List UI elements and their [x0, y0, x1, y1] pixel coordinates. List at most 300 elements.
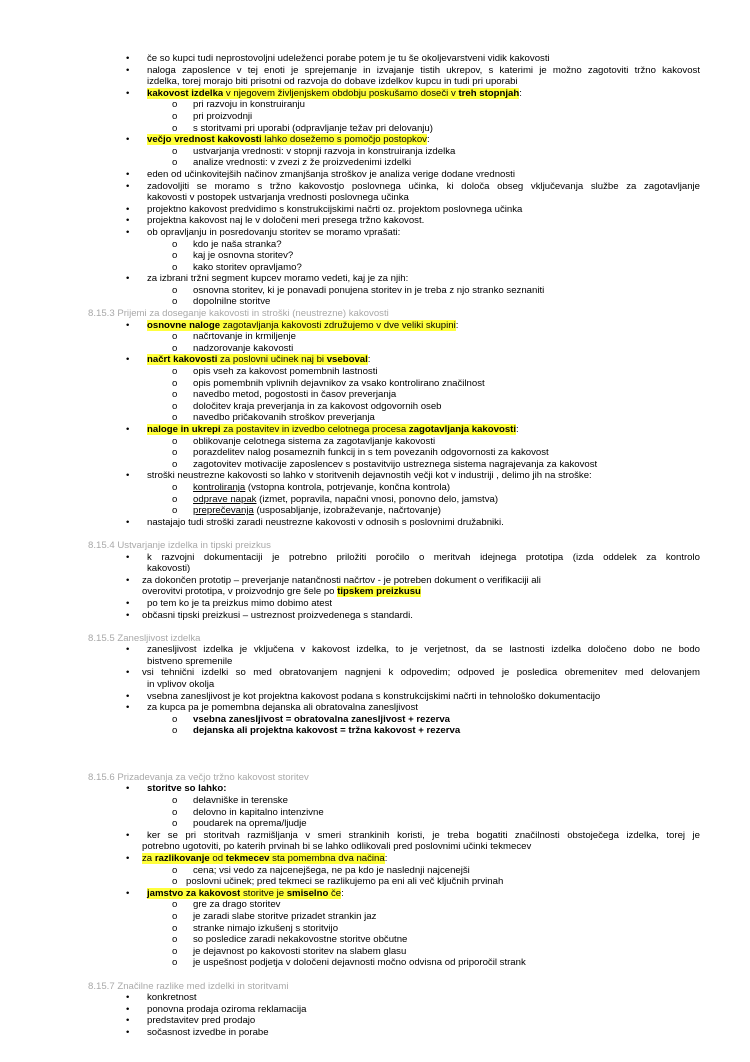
sub-bullet-icon: o — [172, 910, 178, 922]
list-item-text — [193, 250, 293, 262]
text-line — [0, 134, 750, 146]
text-line — [0, 818, 750, 830]
continuation-text — [147, 76, 518, 88]
text-run: sočasnost izvedbe in porabe — [147, 1026, 269, 1038]
list-item-text — [193, 714, 450, 726]
list-item-text — [147, 354, 370, 366]
text-run: je uspešnost podjetja v določeni dejavnosti močno odvisna od priporočil strank — [193, 957, 526, 969]
text-line — [0, 88, 750, 100]
document-body — [0, 53, 750, 1038]
sub-bullet-icon: o — [172, 922, 178, 934]
text-line — [0, 447, 750, 459]
bold-text: osnovne naloge — [147, 319, 221, 331]
text-run: stranke nimajo izkušenj s storitvijo — [193, 922, 339, 934]
text-run: poudarek na oprema/ljudje — [193, 818, 307, 830]
continuation-text — [147, 563, 190, 575]
sub-bullet-icon: o — [172, 899, 178, 911]
text-line — [0, 876, 750, 888]
list-item-text — [193, 934, 407, 946]
text-line — [0, 320, 750, 332]
list-item-text — [142, 667, 700, 679]
text-run: delavniške in terenske — [193, 795, 288, 806]
bullet-icon: • — [126, 887, 130, 899]
section-heading — [88, 540, 271, 552]
bullet-icon: • — [126, 424, 130, 435]
sub-bullet-icon: o — [172, 458, 178, 470]
text-run: bistveno spremenile — [147, 655, 233, 667]
bold-text: smiselno — [286, 887, 329, 899]
text-run: če — [328, 887, 342, 899]
text-line — [0, 204, 750, 216]
bullet-icon: • — [126, 609, 130, 621]
text-line — [0, 296, 750, 308]
text-run: pri proizvodnji — [193, 110, 253, 122]
section-heading-line — [0, 308, 750, 320]
list-item-text — [147, 1004, 306, 1016]
bold-text: razlikovanje — [154, 852, 210, 864]
text-run: po tem ko je ta preizkus mimo dobimo atest — [147, 597, 333, 609]
list-item-text — [193, 343, 293, 355]
text-line — [0, 830, 750, 842]
text-run: lahko dosežemo s pomočjo postopkov — [261, 134, 427, 146]
text-line — [0, 691, 750, 703]
bullet-icon: • — [126, 702, 130, 714]
bullet-icon: • — [126, 87, 130, 99]
text-run: za — [142, 852, 155, 864]
text-line — [0, 227, 750, 239]
list-item-text — [193, 111, 252, 123]
bullet-icon: • — [126, 273, 130, 285]
text-line — [0, 389, 750, 401]
sub-bullet-icon: o — [172, 284, 178, 296]
text-line — [0, 888, 750, 900]
text-run: občasni tipski preizkusi – ustreznost proizvedenega s standardi. — [142, 609, 413, 621]
list-item-text — [147, 227, 400, 239]
text-line — [0, 1015, 750, 1027]
text-run: poslovni učinek; pred tekmeci se razlikujemo pa eni ali več ključnih prvinah — [186, 876, 504, 888]
text-line — [0, 899, 750, 911]
text-run: : — [367, 354, 371, 366]
text-line — [0, 378, 750, 390]
bullet-icon: • — [126, 574, 130, 586]
text-line — [0, 1004, 750, 1016]
text-run: izdelka, torej morajo biti prisotni od razvoja do dobave izdelkov kupcu in tudi pri uporabi — [147, 76, 518, 88]
sub-bullet-icon: o — [172, 99, 178, 111]
text-run: predstavitev pred prodajo — [147, 1015, 256, 1027]
bold-text: treh stopnjah — [458, 87, 520, 99]
text-run: analize vrednosti: v zvezi z že proizvedenimi izdelki — [193, 157, 412, 169]
bullet-icon: • — [126, 551, 130, 563]
text-run: s storitvami pri uporabi (odpravljanje težav pri delovanju) — [193, 122, 433, 134]
text-run: : — [384, 852, 388, 864]
list-item-text — [142, 610, 413, 622]
sub-bullet-icon: o — [172, 725, 178, 737]
text-run: navedbo pričakovanih stroškov preverjanja — [193, 412, 375, 424]
text-line — [0, 575, 750, 587]
list-item-text — [147, 1015, 255, 1027]
text-line — [0, 285, 750, 297]
text-line — [0, 239, 750, 251]
sub-bullet-icon: o — [172, 945, 178, 957]
text-run: so posledice zaradi nekakovostne storitve občutne — [193, 934, 408, 946]
text-line — [0, 401, 750, 413]
list-item-text — [193, 239, 282, 251]
text-line — [0, 807, 750, 819]
list-item-text — [193, 436, 435, 448]
bullet-icon: • — [126, 226, 130, 238]
list-item-text — [193, 412, 375, 424]
text-line — [0, 99, 750, 111]
text-run: za izbrani tržni segment kupcev moramo vedeti, kaj je za njih: — [147, 273, 409, 285]
text-line — [0, 563, 750, 575]
text-run: porazdelitev nalog posameznih funkcij in s tem povezanih odgovornosti za kakovost — [193, 447, 549, 459]
bullet-icon: • — [126, 597, 130, 609]
bullet-icon: • — [126, 667, 130, 679]
text-run: 8.15.3 Prijemi za doseganje kakovosti in stroški (neustrezne) kakovosti — [88, 308, 389, 320]
list-item-text — [147, 88, 522, 100]
text-line — [0, 923, 750, 935]
text-run: je zaradi slabe storitve prizadet strankin jaz — [193, 910, 377, 922]
text-run: (vstopna kontrola, potrjevanje, končna kontrola) — [245, 481, 451, 493]
text-run: dopolnilne storitve — [193, 296, 271, 308]
text-run: : — [341, 887, 344, 899]
text-run: projektno kakovost predvidimo s konstrukcijskimi načrti oz. projektom poslovnega učinka — [147, 203, 523, 215]
bullet-icon: • — [126, 134, 130, 146]
list-item-text — [193, 957, 526, 969]
bullet-icon: • — [126, 470, 130, 482]
list-item-text — [193, 262, 302, 274]
text-run: za dokončen prototip – preverjanje natančnosti načrtov - je potreben dokument o verifikaciji ali — [142, 574, 541, 586]
continuation-text — [147, 679, 214, 691]
bullet-icon: • — [126, 354, 130, 366]
text-run: kako storitev opravljamo? — [193, 261, 302, 273]
list-item-text — [193, 296, 270, 308]
text-run: nastajajo tudi stroški zaradi neustrezne kakovosti v odnosih s poslovnimi družabniki. — [147, 516, 504, 528]
list-item-text — [147, 204, 522, 216]
sub-bullet-icon: o — [172, 250, 178, 262]
continuation-text — [142, 841, 531, 853]
text-line — [0, 123, 750, 135]
list-item-text — [147, 888, 344, 900]
text-line — [0, 76, 750, 88]
text-line — [0, 714, 750, 726]
bullet-icon: • — [126, 644, 130, 656]
section-heading-line — [0, 540, 750, 552]
bold-text: kakovost izdelka — [147, 87, 224, 99]
text-run: za kupca pa je pomembna dejanska ali obratovalna zanesljivost — [147, 702, 418, 714]
sub-bullet-icon: o — [172, 145, 178, 157]
list-item-text — [193, 459, 597, 471]
list-item-text — [147, 552, 700, 564]
text-line — [0, 957, 750, 969]
bullet-icon: • — [126, 319, 130, 331]
underlined-text: preprečevanja — [193, 505, 254, 517]
text-run: za poslovni učinek naj bi — [217, 354, 327, 366]
list-item-text — [142, 575, 541, 587]
text-line — [0, 436, 750, 448]
section-heading — [88, 981, 289, 993]
sub-bullet-icon: o — [172, 412, 178, 424]
sub-bullet-icon: o — [172, 876, 178, 888]
text-line — [0, 459, 750, 471]
text-run: opis pomembnih vplivnih dejavnikov za vsako kontrolirano značilnost — [193, 377, 485, 389]
text-line — [0, 215, 750, 227]
bold-text: zagotavljanja kakovosti — [408, 424, 517, 435]
section-heading — [88, 633, 201, 645]
underlined-text: kontroliranja — [193, 481, 246, 493]
text-line — [0, 146, 750, 158]
list-item-text — [193, 865, 470, 877]
sub-bullet-icon: o — [172, 110, 178, 122]
text-line — [0, 273, 750, 285]
list-item-text — [193, 946, 406, 958]
text-line — [0, 992, 750, 1004]
text-run: opis vseh za kakovost pomembnih lastnosti — [193, 366, 378, 378]
text-run: delovno in kapitalno intenzivne — [193, 806, 324, 818]
bullet-icon: • — [126, 690, 130, 702]
sub-bullet-icon: o — [172, 505, 178, 517]
blank-line — [0, 749, 750, 761]
text-run: ob opravljanju in posredovanju storitev se moramo vprašati: — [147, 226, 401, 238]
text-run: in vplivov okolja — [147, 679, 215, 691]
list-item-text — [142, 853, 387, 865]
text-line — [0, 250, 750, 262]
text-run: kdo je naša stranka? — [193, 238, 282, 250]
list-item-text — [193, 331, 296, 343]
sub-bullet-icon: o — [172, 342, 178, 354]
section-heading-line — [0, 981, 750, 993]
sub-bullet-icon: o — [172, 493, 178, 505]
list-item-text — [147, 53, 550, 65]
sub-bullet-icon: o — [172, 713, 178, 725]
text-run: overovitvi prototipa, v proizvodnjo gre šele po — [142, 586, 338, 598]
list-item-text — [147, 273, 408, 285]
bold-text: večjo vrednost kakovosti — [147, 134, 262, 146]
list-item-text — [147, 65, 700, 77]
list-item-text — [147, 702, 418, 714]
text-run: je dejavnost po kakovosti storitev na slabem glasu — [193, 945, 407, 957]
text-line — [0, 157, 750, 169]
text-line — [0, 505, 750, 517]
bullet-icon: • — [126, 1003, 130, 1015]
text-line — [0, 934, 750, 946]
text-line — [0, 586, 750, 598]
text-run: 8.15.7 Značilne razlike med izdelki in storitvami — [88, 980, 289, 992]
list-item-text — [186, 876, 503, 888]
text-run: 8.15.4 Ustvarjanje izdelka in tipski preizkus — [88, 539, 271, 551]
sub-bullet-icon: o — [172, 447, 178, 459]
text-run: za postavitev in izvedbo celotnega procesa — [220, 424, 409, 435]
continuation-text — [147, 192, 409, 204]
list-item-text — [193, 899, 280, 911]
text-run: gre za drago storitev — [193, 899, 281, 911]
text-line — [0, 331, 750, 343]
text-run: : — [426, 134, 430, 146]
list-item-text — [147, 691, 600, 703]
text-run: kaj je osnovna storitev? — [193, 250, 294, 262]
blank-line — [0, 969, 750, 981]
text-run: projektna kakovost naj le v določeni meri presega tržno kakovost. — [147, 215, 425, 227]
list-item-text — [193, 795, 288, 807]
bullet-icon: • — [126, 215, 130, 227]
sub-bullet-icon: o — [172, 157, 178, 169]
text-run: od — [209, 852, 226, 864]
list-item-text — [193, 818, 307, 830]
text-run: stroški neustrezne kakovosti so lahko v storitvenih dejavnostih večji kot v industriji , delimo jih na stroške: — [147, 470, 592, 482]
blank-line — [0, 621, 750, 633]
bold-text: jamstvo za kakovost — [147, 887, 241, 899]
text-run: ponovna prodaja oziroma reklamacija — [147, 1003, 307, 1015]
text-line — [0, 354, 750, 366]
list-item-text — [147, 830, 700, 842]
bold-text: dejanska ali projektna kakovost = tržna kakovost + rezerva — [193, 725, 461, 737]
list-item-text — [147, 320, 458, 332]
list-item-text — [193, 389, 396, 401]
text-line — [0, 598, 750, 610]
text-run: eden od učinkovitejših načinov zmanjšanja stroškov je analiza verige dodane vrednosti — [147, 168, 515, 180]
section-heading — [88, 308, 389, 320]
sub-bullet-icon: o — [172, 806, 178, 818]
sub-bullet-icon: o — [172, 122, 178, 134]
list-item-text — [193, 366, 378, 378]
bullet-icon: • — [126, 168, 130, 180]
text-run: kakovosti v postopek ustvarjanja vrednosti poslovnega učinka — [147, 192, 409, 204]
text-line — [0, 667, 750, 679]
sub-bullet-icon: o — [172, 377, 178, 389]
list-item-text — [193, 285, 544, 297]
underlined-text: odprave napak — [193, 493, 257, 505]
list-item-text — [193, 725, 460, 737]
blank-line — [0, 528, 750, 540]
text-run: naloga zaposlence v tej enoti je sprejemanje in izvajanje tistih ukrepov, s katerimi je možno zagotoviti tržno kakovost — [147, 64, 700, 76]
text-run: storitve je — [240, 887, 287, 899]
text-run: k razvojni dokumentaciji je potrebno priložiti poročilo o meritvah idejnega prototipa (izda oddelek za kontrolo — [147, 551, 700, 563]
text-run: v njegovem življenjskem obdobju poskušamo doseči v — [223, 87, 459, 99]
bullet-icon: • — [126, 1026, 130, 1038]
list-item-text — [147, 169, 515, 181]
sub-bullet-icon: o — [172, 389, 178, 401]
bullet-icon: • — [126, 829, 130, 841]
text-run: če so kupci tudi neprostovoljni udeleženci porabe potem je tu še okoljevarstveni vidik kakovosti — [147, 53, 550, 64]
sub-bullet-icon: o — [172, 366, 178, 378]
list-item-text — [147, 783, 226, 795]
sub-bullet-icon: o — [172, 934, 178, 946]
list-item-text — [193, 146, 455, 158]
sub-bullet-icon: o — [172, 435, 178, 447]
bold-text: vsebna zanesljivost = obratovalna zanesljivost + rezerva — [193, 713, 451, 725]
text-run: (usposabljanje, izobraževanje, načrtovanje) — [253, 505, 441, 517]
text-line — [0, 343, 750, 355]
text-run: cena; vsi vedo za najcenejšega, ne pa kdo je naslednji najcenejši — [193, 864, 470, 876]
sub-bullet-icon: o — [172, 864, 178, 876]
bullet-icon: • — [126, 516, 130, 528]
text-run: vsi tehnični izdelki so med obratovanjem nagnjeni k odpovedim; odpoved je posledica obremenitev med delovanjem — [142, 667, 700, 679]
text-run: 8.15.6 Prizadevanja za večjo tržno kakovost storitev — [88, 771, 309, 783]
blank-line — [0, 737, 750, 749]
text-run: načrtovanje in krmiljenje — [193, 331, 296, 343]
text-line — [0, 192, 750, 204]
list-item-text — [193, 923, 338, 935]
sub-bullet-icon: o — [172, 818, 178, 830]
text-run: zagotovitev motivacije zaposlencev s postavitvijo ustreznega sistema nagrajevanja za kakovost — [193, 458, 598, 470]
text-run: sta pomembna dva načina — [269, 852, 385, 864]
text-line — [0, 911, 750, 923]
list-item-text — [193, 807, 324, 819]
text-run: (izmet, popravila, napačni vnosi, ponovno delo, jamstva) — [256, 493, 499, 505]
text-run: zagotavljanja kakovosti združujemo v dve veliki skupini — [220, 319, 456, 331]
text-line — [0, 181, 750, 193]
blank-line — [0, 760, 750, 772]
bullet-icon: • — [126, 64, 130, 76]
sub-bullet-icon: o — [172, 481, 178, 493]
bullet-icon: • — [126, 852, 130, 864]
bullet-icon: • — [126, 53, 130, 64]
text-run: potrebno ugotoviti, po katerih prvinah bi se lahko odlikovali pred poslovnimi učinki tekmecev — [142, 841, 532, 853]
text-line — [0, 494, 750, 506]
text-line — [0, 1027, 750, 1039]
list-item-text — [147, 470, 592, 482]
bullet-icon: • — [126, 1015, 130, 1027]
sub-bullet-icon: o — [172, 331, 178, 343]
text-run: pri razvoju in konstruiranju — [193, 99, 305, 111]
list-item-text — [147, 1027, 269, 1039]
text-line — [0, 841, 750, 853]
text-line — [0, 412, 750, 424]
text-run: vsebna zanesljivost je kot projektna kakovost podana s konstrukcijskimi načrti in tehnološko dokumentacijo — [147, 690, 601, 702]
text-run: nadzorovanje kakovosti — [193, 342, 294, 354]
list-item-text — [193, 911, 376, 923]
text-run: : — [455, 319, 459, 331]
bold-text: načrt kakovosti — [147, 354, 218, 366]
list-item-text — [193, 378, 485, 390]
list-item-text — [147, 598, 332, 610]
text-line — [0, 656, 750, 668]
section-heading — [88, 772, 309, 784]
bold-text: tekmecev — [225, 852, 270, 864]
list-item-text — [193, 123, 433, 135]
continuation-text — [147, 656, 232, 668]
sub-bullet-icon: o — [172, 957, 178, 969]
text-line — [0, 552, 750, 564]
text-run: ker se pri storitvah razmišljanja v smeri strankinih koristi, je treba bogatiti značilnosti obstoječega izdelka, torej je — [147, 829, 700, 841]
list-item-text — [193, 157, 411, 169]
bullet-icon: • — [126, 992, 130, 1004]
text-run: konkretnost — [147, 992, 197, 1004]
text-run: kakovosti) — [147, 563, 191, 575]
list-item-text — [147, 992, 197, 1004]
text-line — [0, 111, 750, 123]
text-line — [0, 366, 750, 378]
list-item-text — [193, 482, 450, 494]
list-item-text — [193, 505, 441, 517]
text-line — [0, 169, 750, 181]
text-run: zanesljivost izdelka je vključena v kakovost izdelka, to je verjetnost, da se lastnosti izdelka določeno dobo ne bodo — [147, 644, 700, 656]
sub-bullet-icon: o — [172, 795, 178, 806]
list-item-text — [193, 99, 305, 111]
text-line — [0, 725, 750, 737]
list-item-text — [147, 424, 519, 436]
text-line — [0, 795, 750, 807]
text-run: oblikovanje celotnega sistema za zagotavljanje kakovosti — [193, 435, 436, 447]
bold-text: naloge in ukrepi — [147, 424, 221, 435]
bold-text: vseboval — [326, 354, 368, 366]
text-run: določitev kraja preverjanja in za kakovost odgovornih oseb — [193, 400, 442, 412]
sub-bullet-icon: o — [172, 261, 178, 273]
text-line — [0, 865, 750, 877]
text-run: navedbo metod, pogostosti in časov preverjanja — [193, 389, 397, 401]
text-run: zadovoljiti se moramo s tržno kakovostjo poslovnega učinka, ki določa obseg vključevanja službe za zagotavljanje — [147, 180, 700, 192]
list-item-text — [147, 134, 430, 146]
